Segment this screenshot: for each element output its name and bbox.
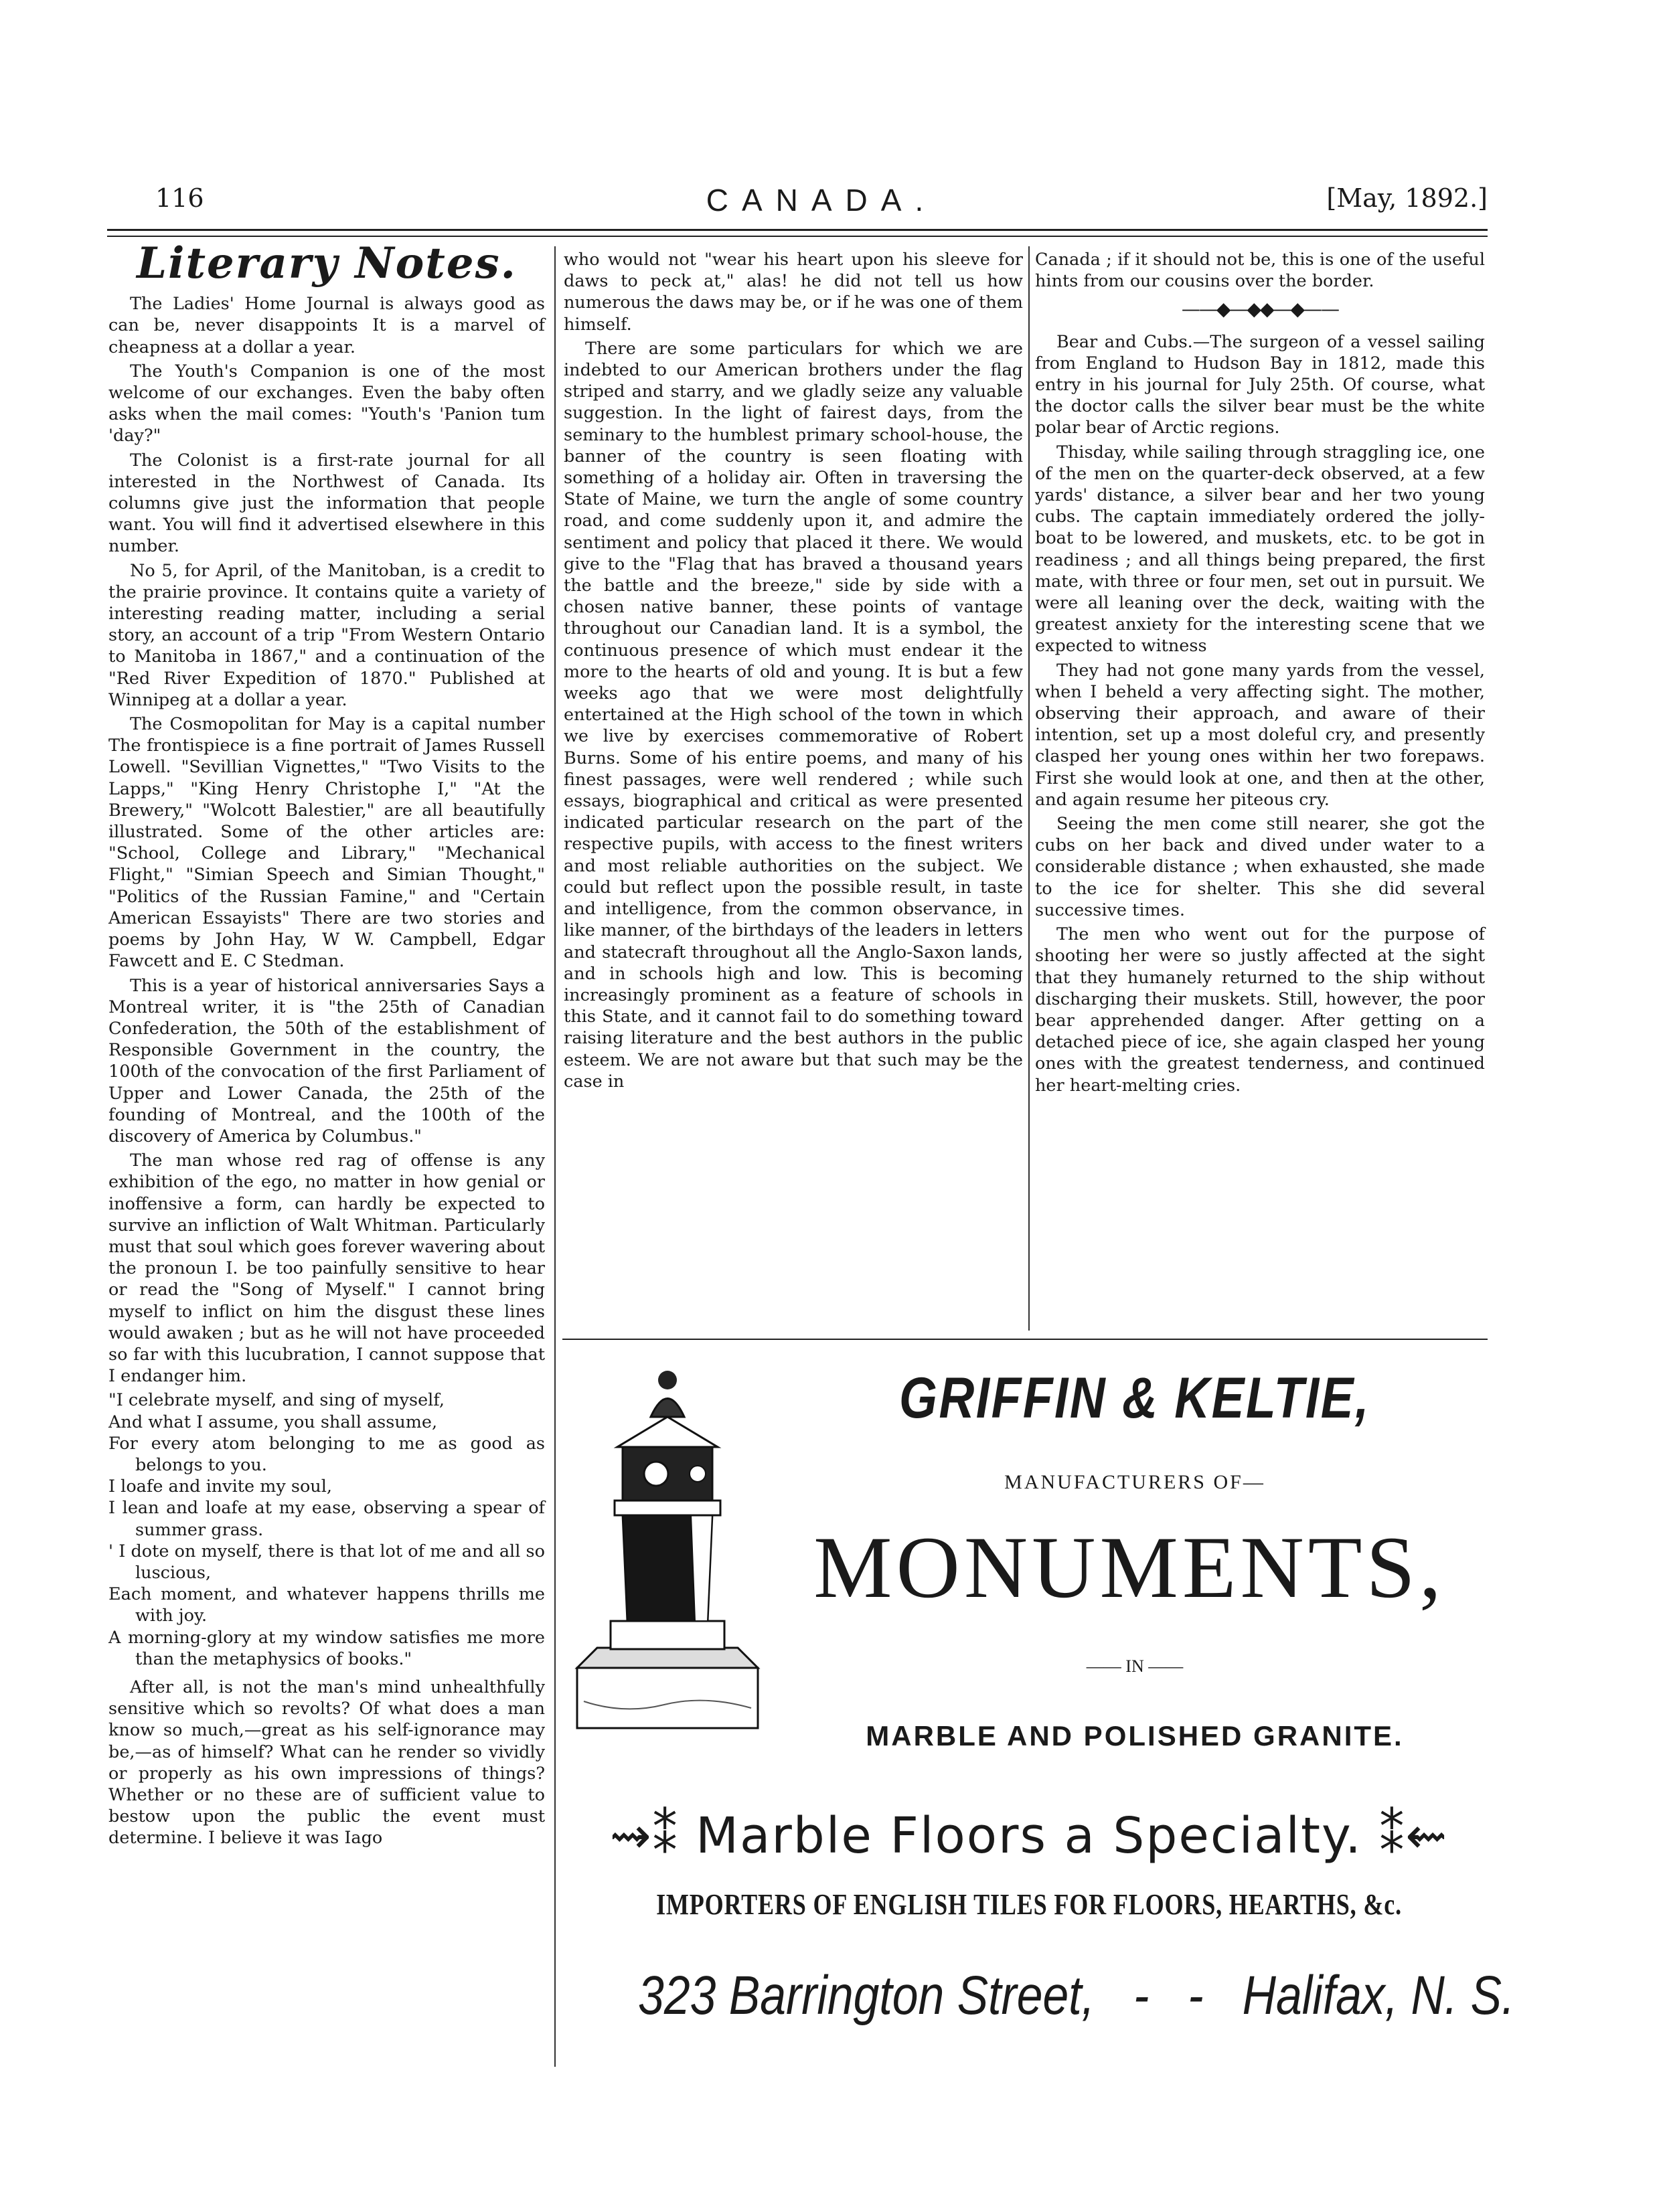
whitman-poem-quote (108, 1389, 545, 1670)
ad-in-line: —— IN —— (1086, 1656, 1184, 1676)
paragraph: Bear and Cubs.—The surgeon of a vessel sailing from England to Hudson Bay in 1812, made this entry in his journal for July 25th. Of course, what the doctor calls the silver bear must be the white polar bear of Arctic regions. (1035, 331, 1485, 438)
paragraph: After all, is not the man's mind unhealthfully sensitive which so revolts? Of what does a man know so much,—great as his self-ignorance may be,—as of himself? What can he render so vividly or properly as his own impressions of things? Whether or no these are of sufficient value to bestow upon the public the event must determine. I believe it was Iago (108, 1677, 545, 1849)
paragraph: This is a year of historical anniversaries Says a Montreal writer, it is "the 25th of Canadian Confederation, the 50th of the establishment of Responsible Government in the country, the 100th of the convocation of the first Parliament of Upper and Lower Canada, the 25th of the founding of Montreal, and the 100th of the discovery of America by Columbus." (108, 975, 545, 1146)
column-right (1035, 249, 1485, 1099)
header-rule-top (107, 229, 1488, 231)
paragraph: The man whose red rag of offense is any exhibition of the ego, no matter in how genial or inoffensive a form, can hardly be expected to survive an infliction of Walt Whitman. Particularly must that soul which goes forever wavering about the pronoun I. be too painfully sensitive to hear or read the "Song of Myself." I cannot bring myself to inflict on him the disgust these lines would awaken ; but as he will not have proceeded so far with this lucubration, I cannot suppose that I endanger him. (108, 1151, 545, 1387)
section-heading: Literary Notes. (137, 238, 517, 288)
ad-materials-line: MARBLE AND POLISHED GRANITE. (866, 1720, 1404, 1752)
section-ornament: ——◆—◆◆—◆—— (1181, 298, 1339, 321)
column-divider-1 (554, 246, 556, 2067)
poem-line: I loafe and invite my soul, (108, 1476, 332, 1497)
griffin-keltie-advertisement (569, 1345, 1515, 2048)
paragraph: They had not gone many yards from the vessel, when I beheld a very affecting sight. The mother, observing their approach, and aware of their intention, set up a most doleful cry, and presently clasped her young ones within her two forepaws. First she would look at one, and then at the other, and again resume her piteous cry. (1035, 660, 1485, 810)
column-middle (564, 249, 1023, 1095)
paragraph: who would not "wear his heart upon his sleeve for daws to peck at," alas! he did not tell us how numerous the daws may be, or if he was one of them himself. (564, 250, 1023, 335)
page-number: 116 (155, 183, 204, 213)
poem-line: A morning-glory at my window satisfies me more than the metaphysics of books." (108, 1627, 545, 1669)
ad-manufacturers-line: MANUFACTURERS OF— (1004, 1471, 1265, 1493)
paragraph: The Youth's Companion is one of the most welcome of our exchanges. Even the baby often asks when the mail comes: "Youth's 'Panion tum 'day?" (108, 361, 545, 446)
ad-firm-name: GRIFFIN & KELTIE, (899, 1366, 1370, 1430)
paragraph: The Colonist is a first-rate journal for all interested in the Northwest of Canada. Its columns give just the information that people want. You will find it advertised elsewhere in this number. (108, 450, 545, 557)
paragraph: The Cosmopolitan for May is a capital number The frontispiece is a fine portrait of James Russell Lowell. "Sevillian Vignettes," "Two Visits to the Lapps," "King Henry Christophe I," "At the Brewery," "Wolcott Balestier," are all beautifully illustrated. Some of the other articles are: "School, College and Library," "Mechanical Flight," "Simian Speech and Simian Thought," "Politics of the Russian Famine," and "Certain American Essayists" There are two stories and poems by John Hay, W W. Campbell, Edgar Fawcett and E. C Stedman. (108, 714, 545, 972)
paragraph: The men who went out for the purpose of shooting her were so justly affected at the sight that they humanely returned to the ship without discharging their muskets. Still, however, the poor bear apprehended danger. After getting on a detached piece of ice, she again clasped her young ones with the greatest tenderness, and continued her heart-melting cries. (1035, 924, 1485, 1096)
poem-line: For every atom belonging to me as good as belongs to you. (108, 1433, 545, 1475)
poem-line: Each moment, and whatever happens thrills me with joy. (108, 1584, 545, 1626)
page-header (155, 182, 1488, 229)
ad-importers-line: IMPORTERS OF ENGLISH TILES FOR FLOORS, HEARTHS, &c. (656, 1888, 1402, 1921)
column-literary-notes (108, 238, 545, 1852)
poem-line: ' I dote on myself, there is that lot of me and all so luscious, (108, 1541, 545, 1583)
issue-date: [May, 1892.] (1326, 183, 1488, 213)
paragraph: Canada ; if it should not be, this is one of the useful hints from our cousins over the border. (1035, 250, 1485, 292)
poem-line: And what I assume, you shall assume, (108, 1412, 438, 1432)
paragraph: The Ladies' Home Journal is always good as can be, never disappoints It is a marvel of cheapness at a dollar a year. (108, 294, 545, 357)
ad-product-headline: MONUMENTS, (813, 1518, 1445, 1616)
poem-line: I lean and loafe at my ease, observing a spear of summer grass. (108, 1498, 545, 1540)
paragraph: There are some particulars for which we are indebted to our American brothers under the flag striped and starry, and we gladly seize any valuable suggestion. In the light of fairest days, from the seminary to the humblest primary school-house, the banner of the country is seen floating with something of a holiday air. Often in traversing the State of Maine, we turn the angle of some country road, and come suddenly upon it, and admire the sentiment and policy that placed it there. We would give to the "Flag that has braved a thousand years the battle and the breeze," side by side with a chosen native banner, these points of vantage throughout our Canadian land. It is a symbol, the continuous presence of which must endear it the more to the hearts of old and young. It is but a few weeks ago that we were most delightfully entertained at the High school of the town in which we live by exercises commemorative of Robert Burns. Some of his entire poems, and many of his finest passages, were well rendered ; while such essays, biographical and critical as were presented indicated particular research on the part of the respective pupils, with access to the finest writers and most reliable authorities on the subject. We could but reflect upon the possible result, in taste and intelligence, from the common observance, in like manner, of the birthdays of the leaders in letters and statecraft throughout all the Anglo-Saxon lands, and in schools high and low. This is becoming increasingly prominent as a feature of schools in this State, and it cannot fail to do something toward raising literature and the best authors in the public esteem. We are not aware but that such may be the case in (564, 338, 1023, 1092)
monument-illustration (570, 1353, 771, 1741)
poem-line: "I celebrate myself, and sing of myself, (108, 1390, 445, 1411)
ad-address: 323 Barrington Street, - - Halifax, N. S. (638, 1965, 1515, 2026)
column-divider-2 (1028, 246, 1030, 1331)
header-rule-bottom (107, 236, 1488, 237)
ad-top-rule (562, 1339, 1488, 1340)
paragraph: No 5, for April, of the Manitoban, is a credit to the prairie province. It contains quite a variety of interesting reading matter, including a serial story, an account of a trip "From Western Ontario to Manitoba in 1867," and a continuation of the "Red River Expedition of 1870." Published at Winnipeg at a dollar a year. (108, 560, 545, 710)
ad-floors-specialty: ⇝⁑ Marble Floors a Specialty. ⁑⇜ (609, 1807, 1449, 1865)
masthead-title: CANADA. (706, 183, 937, 218)
paragraph: Seeing the men come still nearer, she got the cubs on her back and dived under water to a considerable distance ; when exhausted, she made to the ice for shelter. This she did several successive times. (1035, 814, 1485, 920)
paragraph: Thisday, while sailing through straggling ice, one of the men on the quarter-deck observed, at a few yards' distance, a silver bear and her two young cubs. The captain immediately ordered the jolly-boat to be lowered, and muskets, etc. to be got in readiness ; and all things being prepared, the first mate, with three or four men, set out in pursuit. We were all leaning over the deck, waiting with the greatest anxiety for the interesting scene that we expected to witness (1035, 442, 1485, 657)
